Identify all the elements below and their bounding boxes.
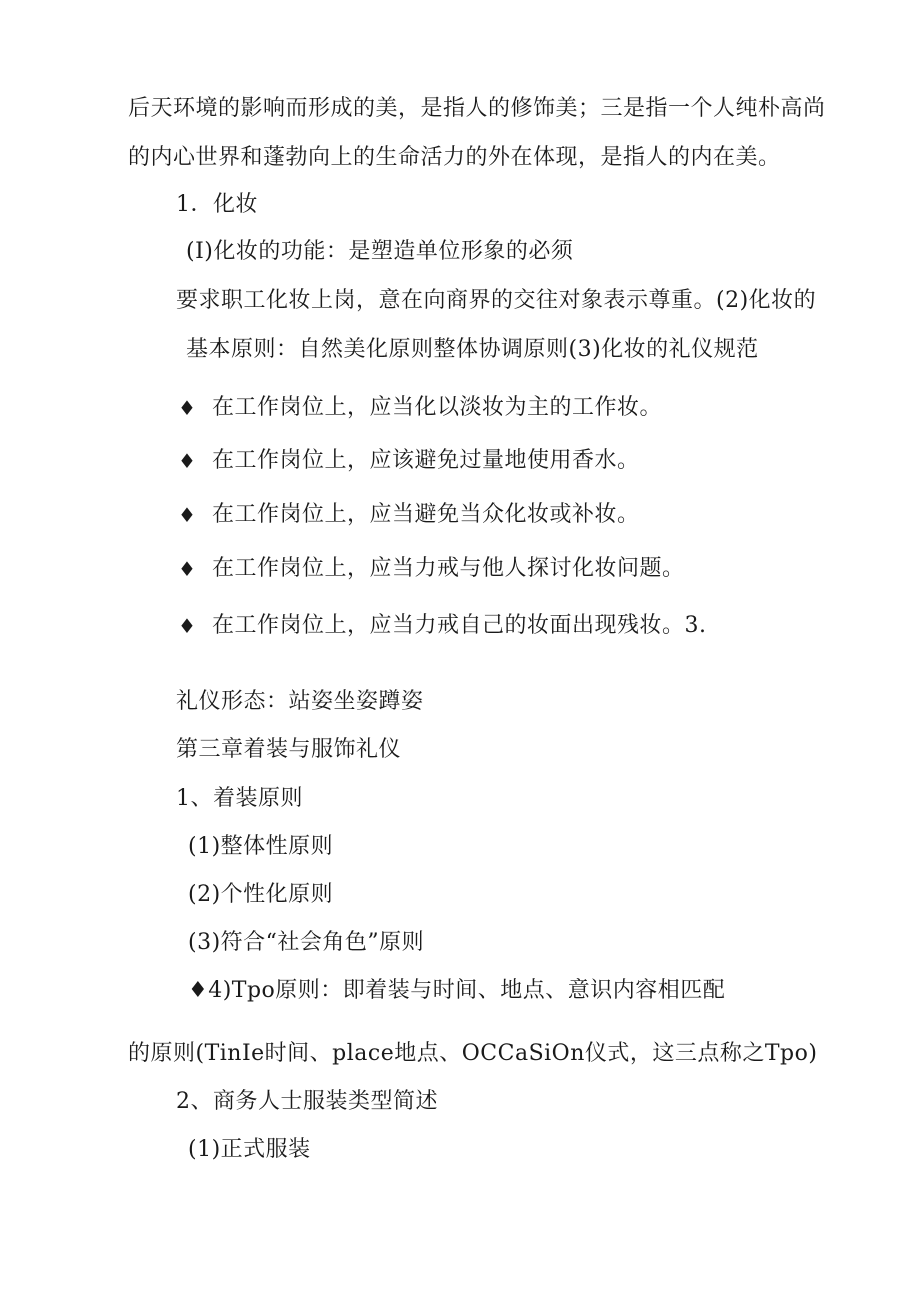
bullet-icon: ♦ <box>178 614 196 638</box>
clothing-type-item-1: (1)正式服装 <box>188 1137 311 1162</box>
intro-line-1: 后天环境的影响而形成的美，是指人的修饰美；三是指一个人纯朴高尚 <box>128 96 826 121</box>
makeup-rule-2: 在工作岗位上，应该避免过量地使用香水。 <box>212 448 640 473</box>
makeup-function-continuation: 要求职工化妆上岗，意在向商界的交往对象表示尊重。(2)化妆的 <box>176 288 817 313</box>
principle-item-3: (3)符合“社会角色”原则 <box>188 930 425 955</box>
makeup-rule-1: 在工作岗位上，应当化以淡妆为主的工作妆。 <box>212 395 663 420</box>
makeup-rule-4: 在工作岗位上，应当力戒与他人探讨化妆问题。 <box>212 556 685 581</box>
makeup-heading: 1．化妆 <box>176 192 258 217</box>
tpo-principle-line: ♦4)Tpo原则：即着装与时间、地点、意识内容相匹配 <box>188 978 726 1003</box>
principles-heading: 1、着装原则 <box>176 786 303 811</box>
bullet-icon: ♦ <box>178 449 196 473</box>
clothing-types-heading: 2、商务人士服装类型简述 <box>176 1089 438 1114</box>
makeup-principle-line: 基本原则：自然美化原则整体协调原则(3)化妆的礼仪规范 <box>186 337 759 362</box>
principle-item-2: (2)个性化原则 <box>188 882 334 907</box>
posture-line: 礼仪形态：站姿坐姿蹲姿 <box>176 689 424 714</box>
makeup-rule-5: 在工作岗位上，应当力戒自己的妆面出现残妆。3. <box>212 613 707 638</box>
principle-item-1: (1)整体性原则 <box>188 834 334 859</box>
makeup-function-line: (I)化妆的功能：是塑造单位形象的必须 <box>186 239 574 264</box>
tpo-continuation: 的原则(TinIe时间、place地点、OCCaSiOn仪式，这三点称之Tpo) <box>128 1041 818 1066</box>
bullet-icon: ♦ <box>178 557 196 581</box>
bullet-icon: ♦ <box>178 396 196 420</box>
makeup-rule-3: 在工作岗位上，应当避免当众化妆或补妆。 <box>212 502 640 527</box>
bullet-icon: ♦ <box>178 503 196 527</box>
intro-line-2: 的内心世界和蓬勃向上的生命活力的外在体现，是指人的内在美。 <box>128 145 781 170</box>
chapter-title: 第三章着装与服饰礼仪 <box>176 737 402 762</box>
